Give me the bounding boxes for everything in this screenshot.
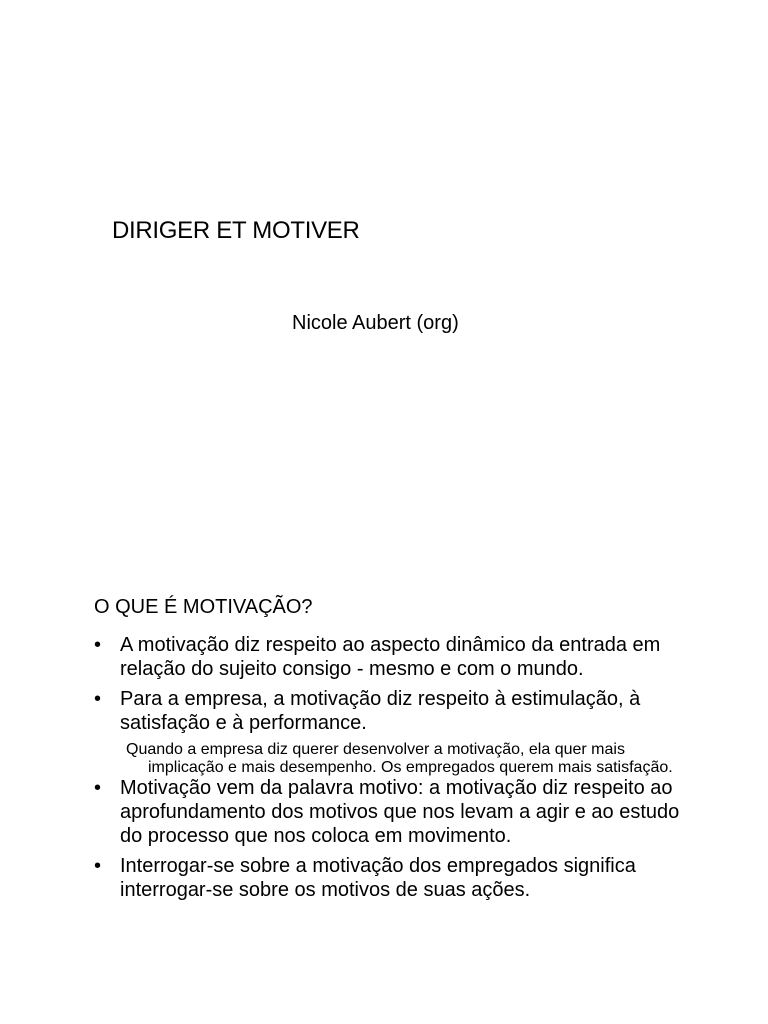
bullet-marker: • — [94, 777, 102, 799]
sub-item — [126, 741, 688, 776]
bullet-item — [94, 854, 694, 902]
bullet-text: Motivação vem da palavra motivo: a motivação diz respeito ao aprofundamento dos motivos que nos levam a agir e ao estudo do processo que nos coloca em movimento. — [120, 777, 680, 847]
bullet-marker: • — [94, 688, 102, 710]
slide-title: DIRIGER ET MOTIVER — [112, 217, 360, 244]
sub-item-text: Quando a empresa diz querer desenvolver a motivação, ela quer mais implicação e mais desempenho. Os empregados querem mais satisfação. — [126, 741, 673, 776]
bullet-item — [94, 776, 694, 848]
section-heading: O QUE É MOTIVAÇÃO? — [94, 596, 313, 618]
bullet-marker: • — [94, 634, 102, 656]
bullet-item — [94, 633, 694, 681]
bullet-marker: • — [94, 855, 102, 877]
bullet-text: Para a empresa, a motivação diz respeito à estimulação, à satisfação e à performance. — [120, 688, 641, 734]
bullet-text: Interrogar-se sobre a motivação dos empregados significa interrogar-se sobre os motivos de suas ações. — [120, 855, 636, 901]
bullet-list — [94, 633, 694, 908]
slide-subtitle: Nicole Aubert (org) — [292, 312, 459, 334]
bullet-item — [94, 687, 694, 735]
bullet-text: A motivação diz respeito ao aspecto dinâmico da entrada em relação do sujeito consigo - mesmo e com o mundo. — [120, 634, 661, 680]
